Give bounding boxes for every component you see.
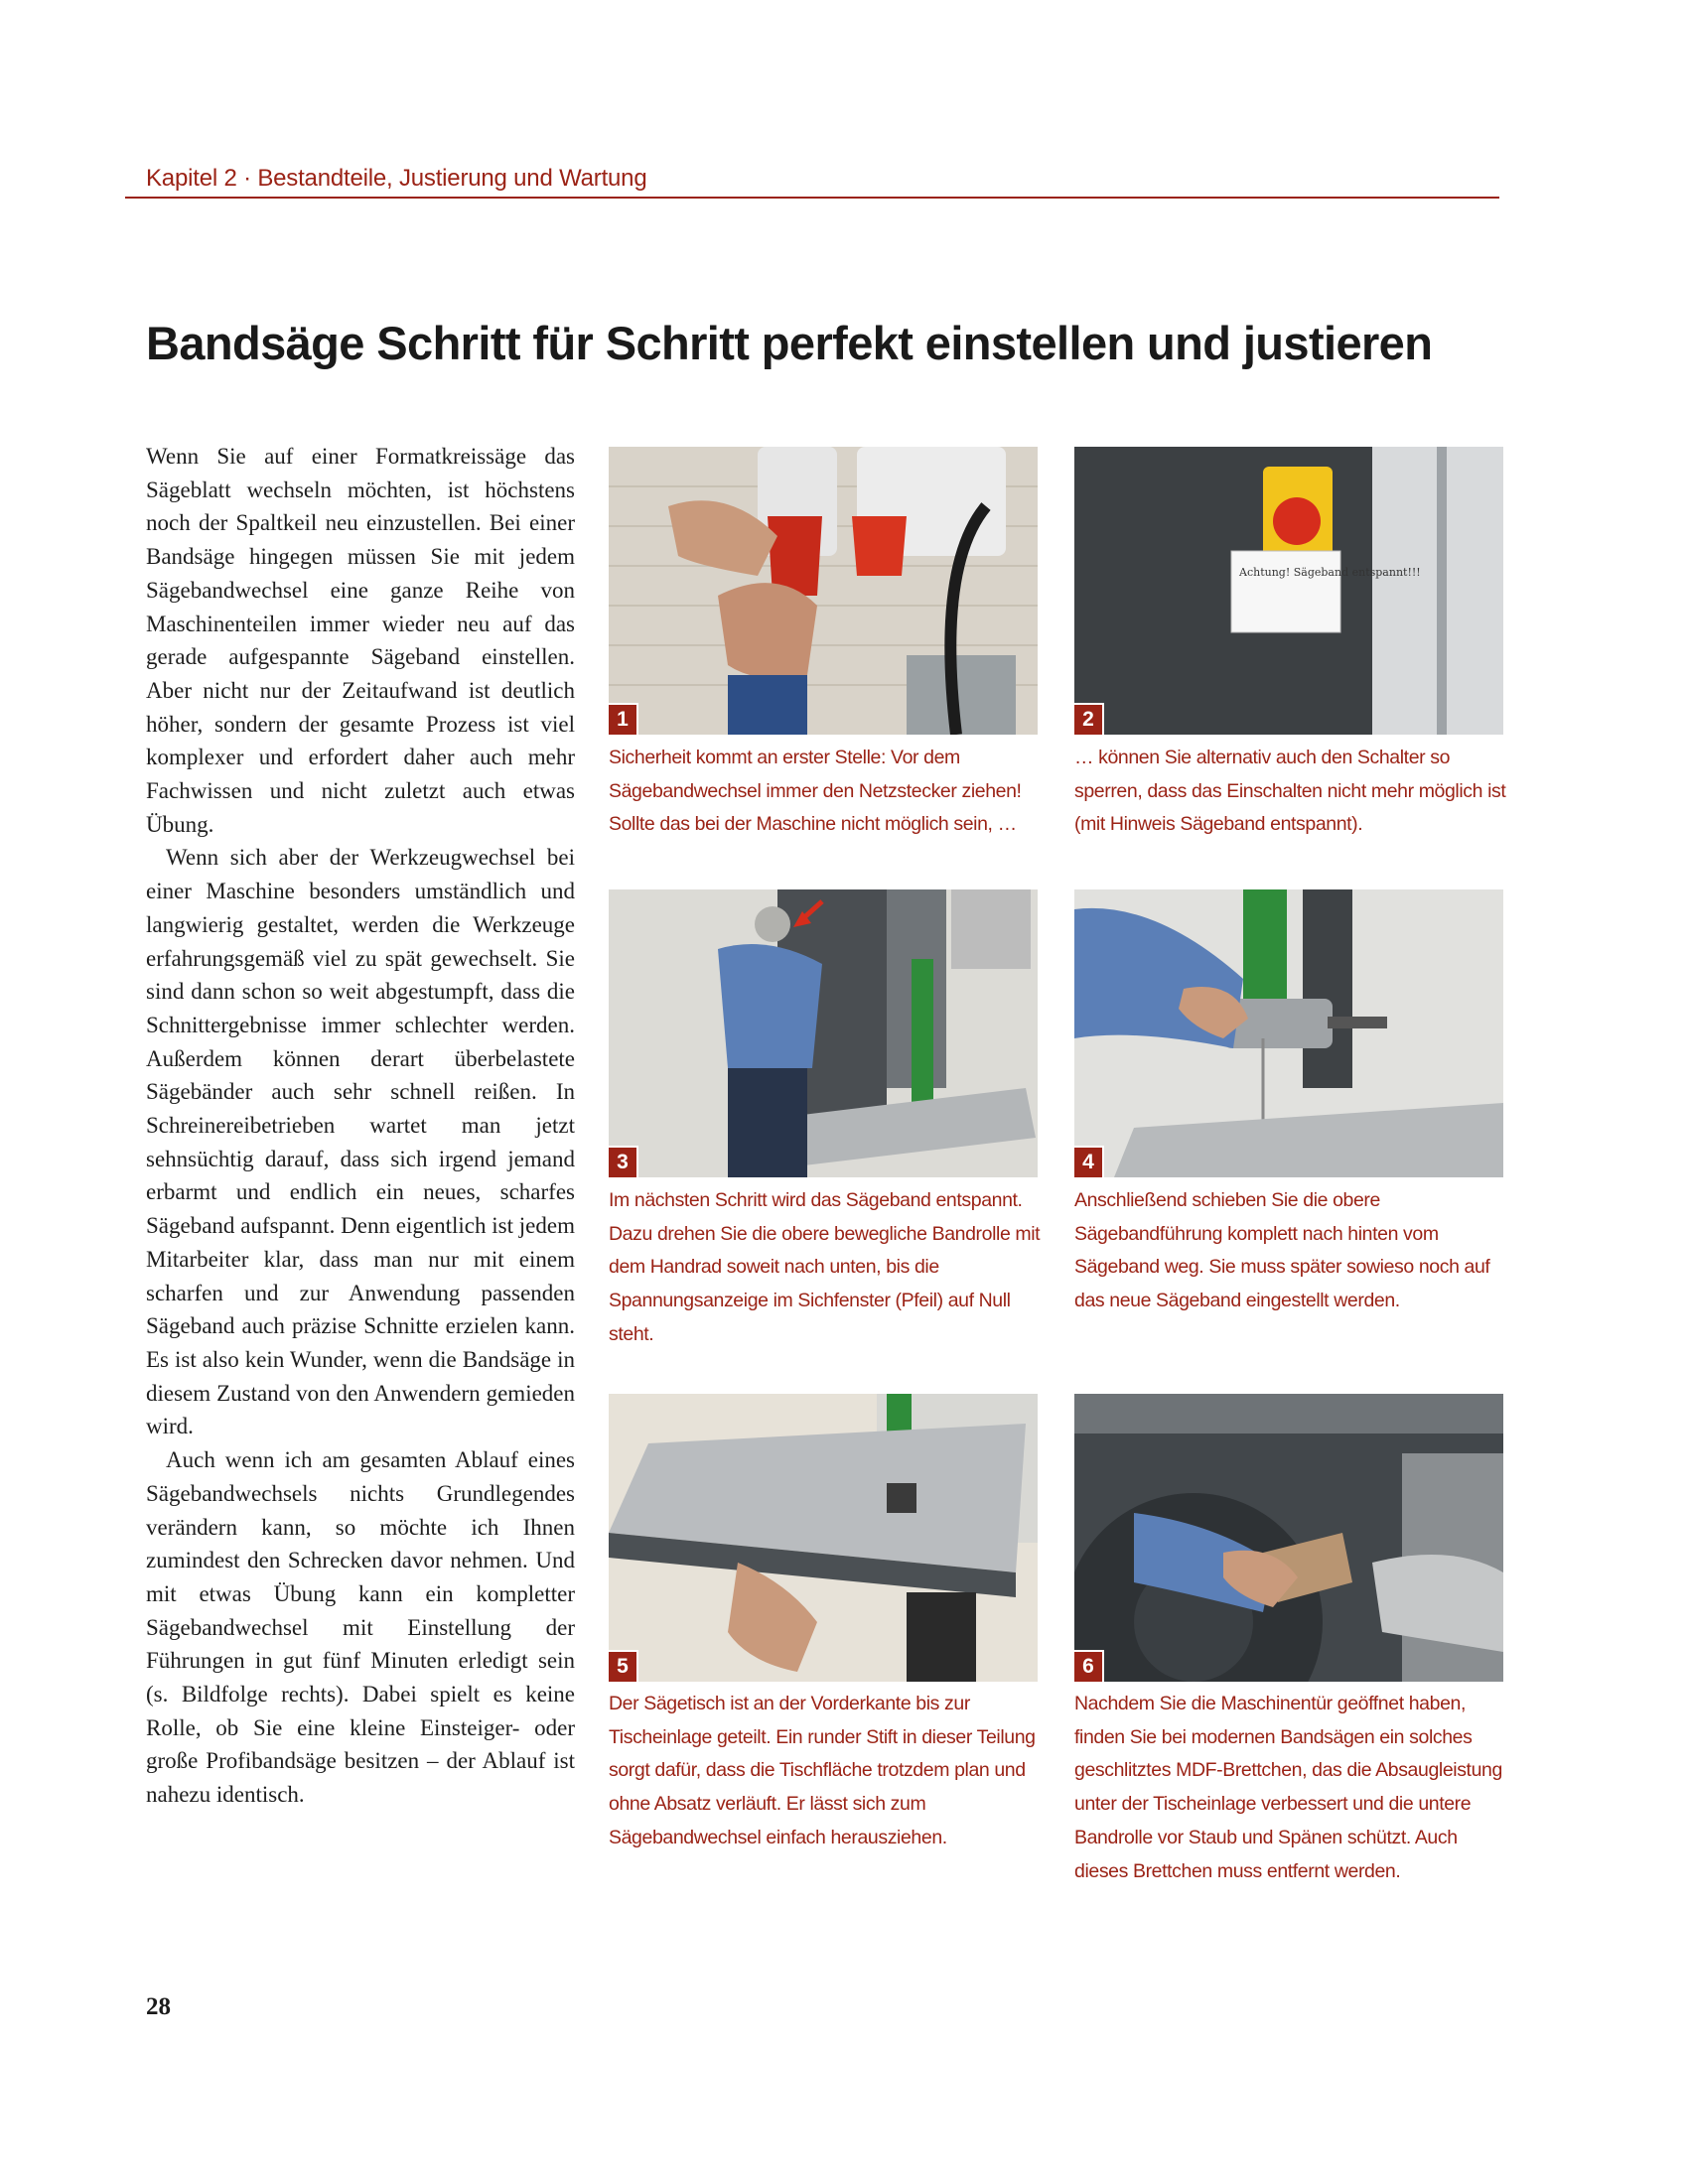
figure-3-caption: Im nächsten Schritt wird das Sägeband entspannt. Dazu drehen Sie die obere bewegliche Bandrolle mit dem Handrad soweit nach unten, bis die Spannungsanzeige im Sichfenster (Pfeil) auf Null steht. (609, 1189, 1041, 1345)
figure-number-badge: 3 (609, 1146, 638, 1177)
page-number: 28 (146, 1993, 171, 2020)
figure-6-photo (1074, 1394, 1503, 1682)
page-title: Bandsäge Schritt für Schritt perfekt einstellen und justieren (146, 317, 1433, 369)
figure-number-badge: 6 (1074, 1650, 1104, 1682)
photo-tension-illustration (609, 889, 1038, 1177)
figure-6-caption: Nachdem Sie die Maschinentür geöffnet haben, finden Sie bei modernen Bandsägen ein solches geschlitztes MDF-Brettchen, das die Absaugleistung unter der Tischeinlage verbessert und die untere Bandrolle vor Staub und Spänen schützt. Auch dieses Brettchen muss entfernt werden. (1074, 1693, 1502, 1882)
header-rule (125, 197, 1499, 199)
figure-5-photo (609, 1394, 1038, 1682)
figure-4-caption: Anschließend schieben Sie die obere Sägebandführung komplett nach hinten vom Sägeband weg. Sie muss später sowieso noch auf das neue Sägeband eingestellt werden. (1074, 1189, 1490, 1312)
photo-switch-illustration (1074, 447, 1503, 735)
figure-3-photo (609, 889, 1038, 1177)
body-text-column (146, 440, 575, 1812)
figure-4-photo (1074, 889, 1503, 1177)
body-paragraph: Wenn Sie auf einer Formatkreissäge das Sägeblatt wechseln möchten, ist höchstens noch der Spaltkeil neu einzustellen. Bei einer Bandsäge hingegen müssen Sie mit jedem Sägebandwechsel eine ganze Reihe von Maschinenteilen immer wieder neu auf das gerade aufgespannte Sägeband einstellen. Aber nicht nur der Zeitaufwand ist deutlich höher, sondern der gesamte Prozess ist viel komplexer und erfordert daher auch mehr Fachwissen und nicht zuletzt auch etwas Übung. (146, 444, 575, 837)
body-paragraph: Wenn sich aber der Werkzeugwechsel bei einer Maschine besonders umständlich und langwierig gestaltet, werden die Werkzeuge erfahrungsgemäß viel zu spät gewechselt. Sie sind dann schon so weit abgestumpft, dass die Schnittergebnisse immer schlechter werden. Außerdem können derart überbelastete Sägebänder auch sehr schnell reißen. In Schreinereibetrieben wartet man jetzt sehnsüchtig darauf, dass sich irgend jemand erbarmt und endlich ein neues, scharfes Sägeband aufspannt. Denn eigentlich ist jedem Mitarbeiter klar, dass man nur mit einem scharfen und zur Anwendung passenden Sägeband auch präzise Schnitte erzielen kann. Es ist also kein Wunder, wenn die Bandsäge in diesem Zustand von den Anwendern gemieden wird. (146, 845, 575, 1439)
photo-table-illustration (609, 1394, 1038, 1682)
figure-1-photo (609, 447, 1038, 735)
figure-number-badge: 4 (1074, 1146, 1104, 1177)
photo-unplug-illustration (609, 447, 1038, 735)
figure-1-caption: Sicherheit kommt an erster Stelle: Vor dem Sägebandwechsel immer den Netzstecker ziehen! Sollte das bei der Maschine nicht möglich sein, … (609, 747, 1022, 836)
figure-2-photo (1074, 447, 1503, 735)
photo-mdf-illustration (1074, 1394, 1503, 1682)
photo-guide-illustration (1074, 889, 1503, 1177)
handwritten-note: Achtung! Sägeband entspannt!!! (1239, 566, 1421, 579)
figure-number-badge: 5 (609, 1650, 638, 1682)
body-paragraph: Auch wenn ich am gesamten Ablauf eines Sägebandwechsels nichts Grundlegendes verändern kann, so möchte ich Ihnen zumindest den Schrecken davor nehmen. Und mit etwas Übung kann ein kompletter Sägebandwechsel mit Einstellung der Führungen in gut fünf Minuten erledigt sein (s. Bildfolge rechts). Dabei spielt es keine Rolle, ob Sie eine kleine Einsteiger- oder große Profibandsäge besitzen – der Ablauf ist nahezu identisch. (146, 1447, 575, 1808)
running-head: Kapitel 2 · Bestandteile, Justierung und Wartung (146, 165, 647, 192)
figure-number-badge: 1 (609, 703, 638, 735)
figure-2-caption: … können Sie alternativ auch den Schalter so sperren, dass das Einschalten nicht mehr möglich ist (mit Hinweis Sägeband entspannt). (1074, 747, 1506, 836)
figure-number-badge: 2 (1074, 703, 1104, 735)
figure-5-caption: Der Sägetisch ist an der Vorderkante bis zur Tischeinlage geteilt. Ein runder Stift in dieser Teilung sorgt dafür, dass die Tischfläche trotzdem plan und ohne Absatz verläuft. Er lässt sich zum Sägebandwechsel einfach herausziehen. (609, 1693, 1036, 1848)
